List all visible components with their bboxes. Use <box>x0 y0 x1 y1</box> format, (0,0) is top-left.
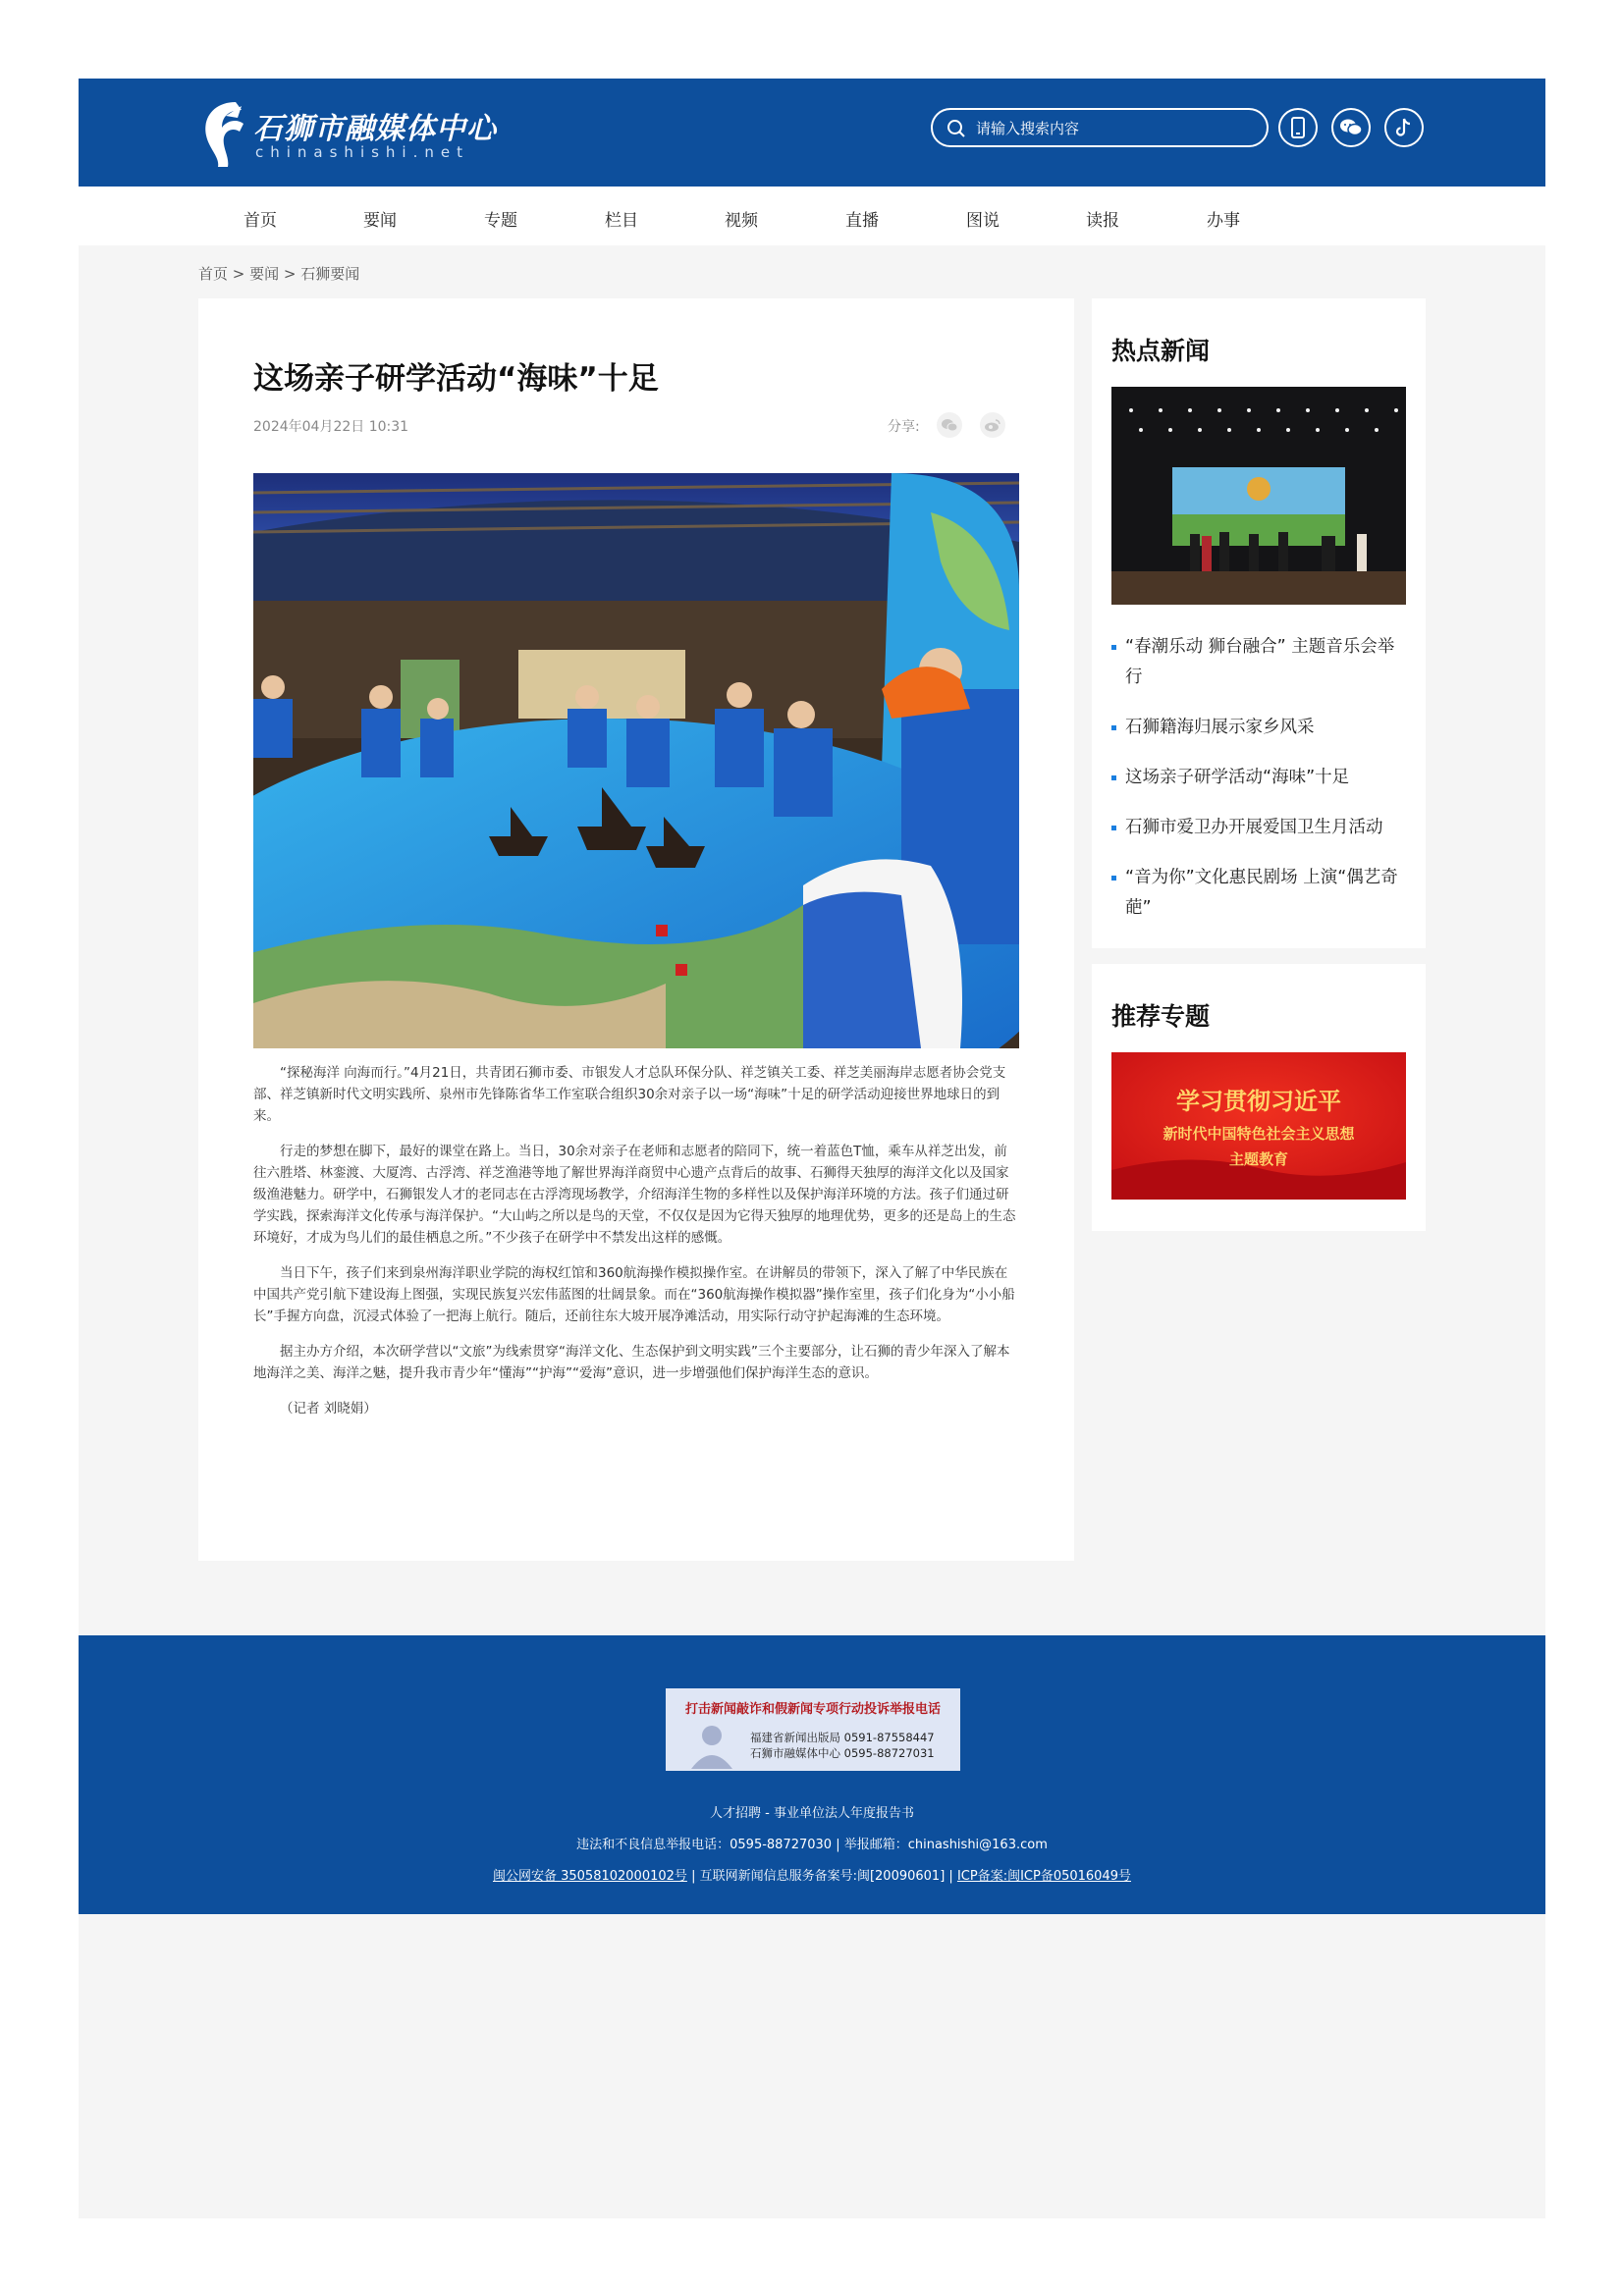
lion-logo-icon <box>196 96 249 169</box>
footer-report-info: 违法和不良信息举报电话：0595-88727030 | 举报邮箱：chinashishi@163.com <box>576 1838 1048 1852</box>
article-date: 2024年04月22日 10:31 <box>253 419 409 435</box>
search-box[interactable] <box>931 108 1269 147</box>
hot-news-list <box>1111 632 1411 943</box>
article-paragraph: 据主办方介绍，本次研学营以“文旅”为线索贯穿“海洋文化、生态保护到文明实践”三个主要部分，让石狮的青少年深入了解本地海洋之美、海洋之魅，提升我市青少年“懂海”“护海”“爱海”意识，进一步增强他们保护海洋生态的意识。 <box>253 1344 1010 1381</box>
mobile-icon <box>1289 117 1307 138</box>
tiktok-button[interactable] <box>1384 108 1424 147</box>
hot-news-panel <box>1092 298 1426 948</box>
share-label: 分享: <box>888 419 920 435</box>
nav-item-columns[interactable]: 栏目 <box>605 211 638 231</box>
hot-news-item[interactable]: 这场亲子研学活动“海味”十足 <box>1111 763 1411 793</box>
reporter-credit: （记者 刘晓娟） <box>280 1401 377 1416</box>
topic-banner-line2: 新时代中国特色社会主义思想 <box>1162 1125 1355 1143</box>
article-photo <box>253 473 1019 1048</box>
banner-line-2: 石狮市融媒体中心 0595-88727031 <box>750 1746 935 1760</box>
nav-item-home[interactable]: 首页 <box>243 211 277 231</box>
nav-item-live[interactable]: 直播 <box>845 211 879 231</box>
search-input[interactable] <box>974 116 1253 141</box>
footer-icp-line <box>79 1865 1545 1884</box>
recommended-topics-title: 推荐专题 <box>1111 1002 1211 1031</box>
banner-line-1: 福建省新闻出版局 0591-87558447 <box>750 1731 935 1744</box>
article-body <box>253 1062 1019 1433</box>
recommended-topics-panel <box>1092 964 1426 1231</box>
main-nav <box>79 187 1545 245</box>
tiktok-icon <box>1395 117 1413 138</box>
breadcrumb[interactable]: 首页 > 要闻 > 石狮要闻 <box>198 265 360 283</box>
article-paragraph: “探秘海洋 向海而行。”4月21日，共青团石狮市委、市银发人才总队环保分队、祥芝镇关工委、祥芝美丽海岸志愿者协会党支部、祥芝镇新时代文明实践所、泉州市先锋陈省华工作室联合组织30余对亲子以一场“海味”十足的研学活动迎接世界地球日的到来。 <box>253 1065 1006 1124</box>
separator: | <box>691 1869 700 1884</box>
topic-banner-line3: 主题教育 <box>1228 1150 1289 1168</box>
nav-item-topics[interactable]: 专题 <box>484 211 517 231</box>
icp-record-link[interactable]: ICP备案:闽ICP备05016049号 <box>956 1869 1131 1884</box>
article-paragraph: 行走的梦想在脚下，最好的课堂在路上。当日，30余对亲子在老师和志愿者的陪同下，统一着蓝色T恤，乘车从祥芝出发，前往六胜塔、林銮渡、大厦湾、古浮湾、祥芝渔港等地了解世界海洋商贸中心遗产点背后的故事、石狮得天独厚的海洋文化以及国家级渔港魅力。研学中，石狮银发人才的老同志在古浮湾现场教学，介绍海洋生物的多样性以及保护海洋环境的方法。孩子们通过研学实践，探索海洋文化传承与海洋保护。“大山屿之所以是鸟的天堂，不仅仅是因为它得天独厚的地理优势，更多的还是岛上的生态环境好，才成为鸟儿们的最佳栖息之所。”不少孩子在研学中不禁发出这样的感慨。 <box>253 1144 1016 1246</box>
wechat-icon <box>1339 118 1363 137</box>
wechat-button[interactable] <box>1331 108 1371 147</box>
share-weibo-button[interactable] <box>980 412 1005 438</box>
person-icon <box>685 1720 738 1769</box>
wechat-share-icon <box>941 418 958 432</box>
topic-banner[interactable] <box>1111 1052 1406 1200</box>
search-icon <box>946 119 966 138</box>
logo-chinese-text: 石狮市融媒体中心 <box>253 112 497 146</box>
nav-item-epaper[interactable]: 读报 <box>1086 211 1119 231</box>
nav-item-news[interactable]: 要闻 <box>363 211 397 231</box>
hot-news-image[interactable] <box>1111 387 1406 605</box>
report-hotline-banner[interactable] <box>666 1688 960 1771</box>
hot-news-title: 热点新闻 <box>1111 337 1211 365</box>
footer-links[interactable]: 人才招聘 - 事业单位法人年度报告书 <box>710 1806 914 1821</box>
separator: | <box>948 1869 957 1884</box>
weibo-share-icon <box>984 418 1001 432</box>
site-footer <box>79 1635 1545 1914</box>
hot-news-item[interactable]: “音为你”文化惠民剧场 上演“偶艺奇葩” <box>1111 863 1411 924</box>
logo-domain-text: chinashishi.net <box>255 143 469 161</box>
police-record-link[interactable]: 闽公网安备 35058102000102号 <box>492 1869 687 1884</box>
nav-item-services[interactable]: 办事 <box>1207 211 1240 231</box>
nav-item-photos[interactable]: 图说 <box>966 211 1000 231</box>
topic-banner-line1: 学习贯彻习近平 <box>1176 1087 1341 1115</box>
share-wechat-button[interactable] <box>937 412 962 438</box>
page <box>79 79 1545 2218</box>
nav-item-video[interactable]: 视频 <box>725 211 758 231</box>
article-panel <box>198 298 1074 1561</box>
hot-news-item[interactable]: 石狮籍海归展示家乡风采 <box>1111 713 1411 743</box>
site-header <box>79 79 1545 187</box>
mobile-button[interactable] <box>1278 108 1318 147</box>
article-paragraph: 当日下午，孩子们来到泉州海洋职业学院的海权红馆和360航海操作模拟操作室。在讲解员的带领下，深入了解了中华民族在中国共产党引航下建设海上图强，实现民族复兴宏伟蓝图的壮阔景象。而在“360航海操作模拟器”操作室里，孩子们化身为“小小船长”手握方向盘，沉浸式体验了一把海上航行。随后，还前往东大坡开展净滩活动，用实际行动守护起海滩的生态环境。 <box>253 1265 1015 1324</box>
banner-title: 打击新闻敲诈和假新闻专项行动投诉举报电话 <box>684 1702 941 1717</box>
article-title: 这场亲子研学活动“海味”十足 <box>253 361 659 397</box>
hot-news-item[interactable]: 石狮市爱卫办开展爱国卫生月活动 <box>1111 813 1411 843</box>
hot-news-item[interactable]: “春潮乐动 狮台融合” 主题音乐会举行 <box>1111 632 1411 693</box>
news-service-record: 互联网新闻信息服务备案号:闽[20090601] <box>699 1869 946 1884</box>
site-logo[interactable] <box>196 96 511 169</box>
